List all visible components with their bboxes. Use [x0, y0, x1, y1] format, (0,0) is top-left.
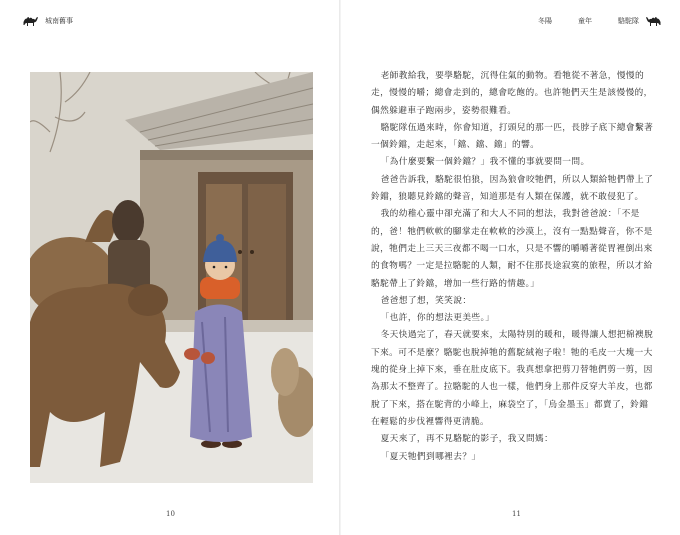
- chapter-title: 駱駝隊: [618, 16, 639, 25]
- header-part-1: 冬陽: [538, 16, 552, 25]
- book-title: 城南舊事: [45, 16, 73, 25]
- paragraph: 駱駝隊伍過來時，你會知道，打頭兒的那一匹，長脖子底下總會繫著一個鈴鐺，走起來，「鐺、鐺、鐺」的響。: [371, 122, 654, 151]
- left-running-header: [22, 14, 73, 27]
- paragraph: 我的幼稚心靈中卻充滿了和大人不同的想法，我對爸爸說：「不是的，爸！牠們軟軟的腳掌走在軟軟的沙漠上，沒有一點點聲音，你不是說，牠們走上三天三夜都不喝一口水，只是不響的嚼嚼著從胃裡倒出來的食物嗎？一定是拉駱駝的人類，耐不住那長途寂寞的旅程，所以才給駱駝帶上了鈴鐺，增加一些行路的情趣。」: [371, 209, 653, 289]
- right-running-header: [538, 14, 662, 27]
- paragraph: 「夏天牠們到哪裡去？」: [380, 451, 481, 462]
- girl-with-camels-illustration: [30, 72, 313, 483]
- right-page-number: 11: [512, 510, 521, 518]
- camel-icon: [645, 14, 662, 27]
- paragraph: 冬天快過完了，春天就要來，太陽特別的暖和，暖得讓人想把棉襖脫下來。可不是麼？駱駝也脫掉牠的舊駝絨袍子啦！牠的毛皮一大塊一大塊的從身上掉下來，垂在肚皮底下。我真想拿把剪刀替牠們剪一剪，因為那太不整齊了。拉駱駝的人也一樣，他們身上那件反穿大羊皮，也都脫了下來，搭在駝背的小峰上，麻袋空了，「烏金墨玉」都賣了，鈴鐺在輕鬆的步伐裡響得更清脆。: [371, 330, 654, 427]
- header-part-2: 童年: [578, 16, 592, 25]
- camel-icon: [22, 14, 39, 27]
- page-gutter: [339, 0, 341, 535]
- paragraph: 爸爸想了想，笑笑說：: [380, 295, 472, 306]
- body-text: [371, 68, 656, 466]
- paragraph: 夏天來了，再不見駱駝的影子，我又問媽：: [380, 434, 554, 445]
- paragraph: 老師教給我，要學駱駝，沉得住氣的動物。看牠從不著急，慢慢的走，慢慢的嚼；總會走到的，總會吃飽的。也許牠們天生是該慢慢的，偶然躲避車子跑兩步，姿勢很難看。: [371, 71, 653, 116]
- left-page-number: 10: [166, 510, 175, 518]
- paragraph: 爸爸告訴我，駱駝很怕狼，因為狼會咬牠們，所以人類給牠們帶上了鈴鐺，狼聽見鈴鐺的聲音，知道那是有人類在保護，就不敢侵犯了。: [371, 174, 654, 203]
- paragraph: 「為什麼要繫一個鈴鐺？」我不懂的事就要問一問。: [380, 157, 590, 168]
- paragraph: 「也許，你的想法更美些。」: [380, 313, 495, 324]
